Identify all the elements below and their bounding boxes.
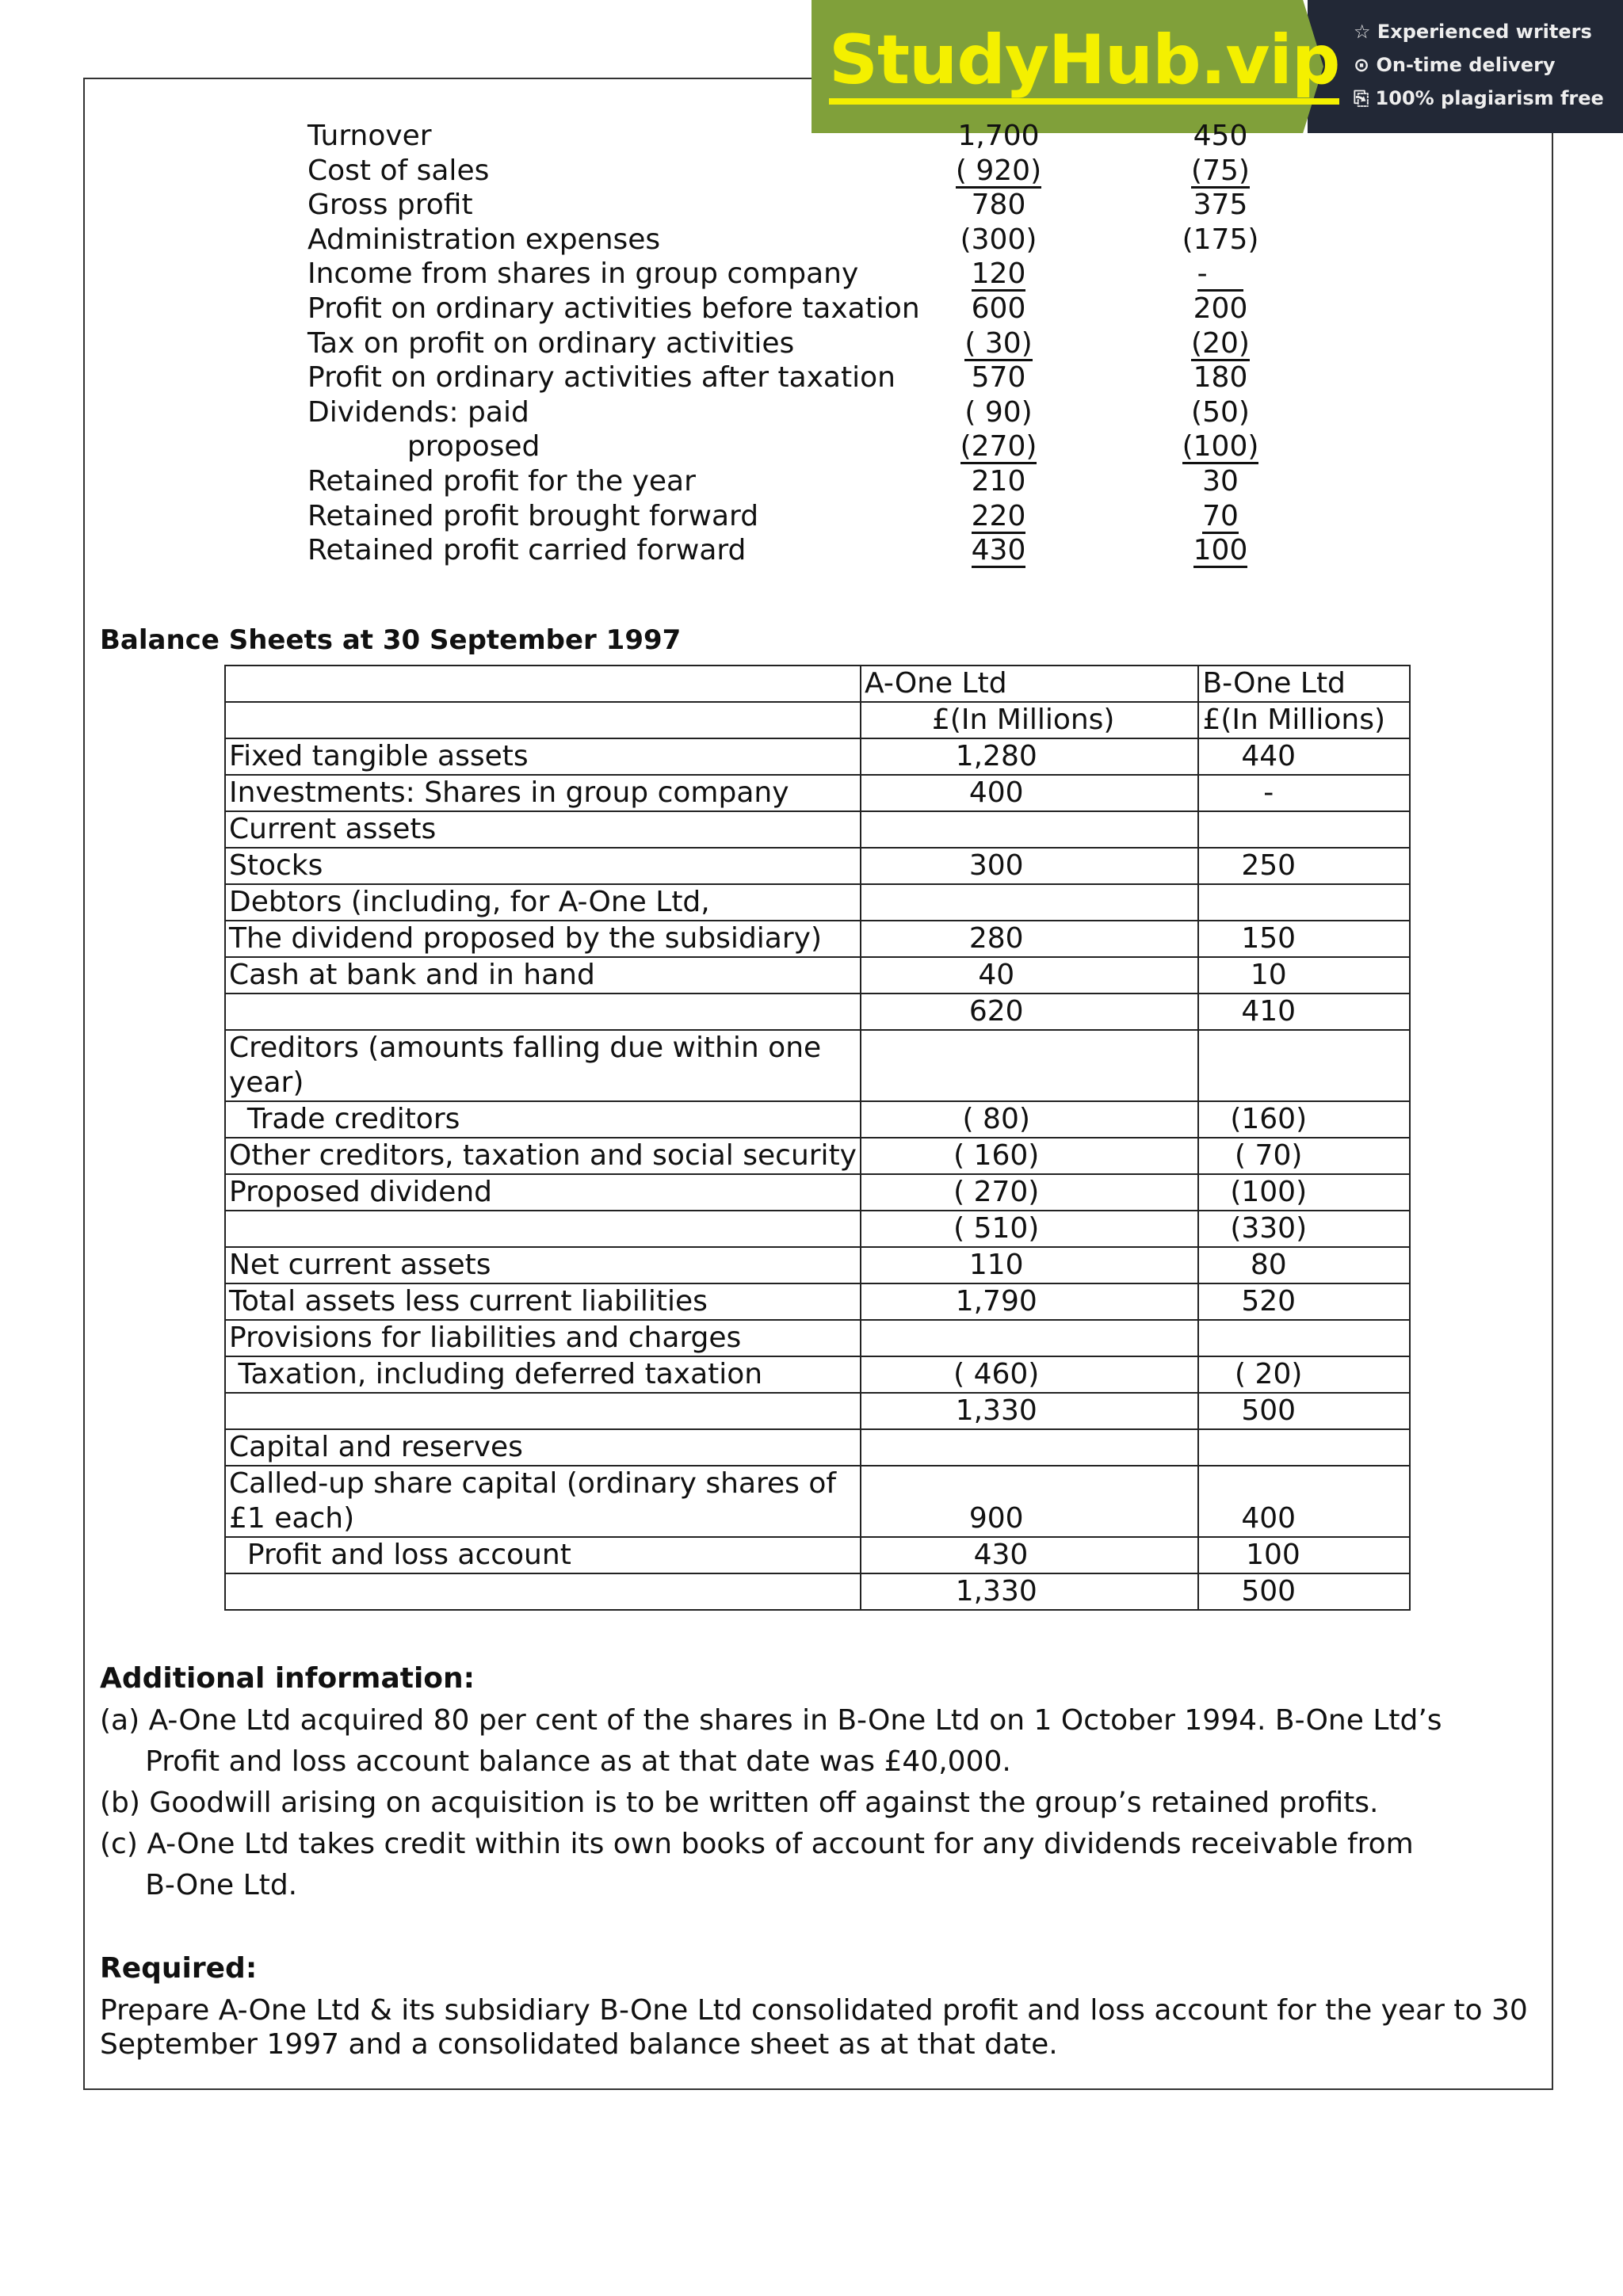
table-row (225, 921, 1410, 957)
pl-row (307, 257, 1338, 292)
pl-value-a-one: 120 (971, 257, 1026, 291)
value-b-one: 500 (1198, 1393, 1410, 1429)
value-a-one: ( 270) (861, 1174, 1198, 1211)
value-b-one: 150 (1198, 921, 1410, 957)
additional-info-heading: Additional information: (100, 1662, 475, 1695)
table-row (225, 1537, 1410, 1573)
value-a-one: 900 (861, 1466, 1198, 1537)
pl-label: Income from shares in group company (307, 257, 859, 291)
table-row (225, 1429, 1410, 1466)
table-row (225, 1356, 1410, 1393)
table-row (225, 1101, 1410, 1138)
pl-value-a-one: 570 (971, 361, 1026, 395)
value-a-one: 40 (861, 957, 1198, 994)
row-label: Creditors (amounts falling due within one year) (225, 1030, 861, 1101)
table-row (225, 1247, 1410, 1283)
value-a-one: 430 (861, 1537, 1198, 1573)
value-b-one: (100) (1198, 1174, 1410, 1211)
value-a-one: ( 80) (861, 1101, 1198, 1138)
table-row (225, 775, 1410, 811)
row-label: Cash at bank and in hand (225, 957, 861, 994)
value-b-one (1198, 1320, 1410, 1356)
value-a-one: 1,280 (861, 738, 1198, 775)
value-a-one (861, 1030, 1198, 1101)
pl-value-b-one: 70 (1202, 499, 1239, 532)
pl-label: Administration expenses (307, 223, 661, 256)
pl-value-a-one: (300) (960, 223, 1037, 256)
table-row (225, 848, 1410, 884)
row-label: Capital and reserves (225, 1429, 861, 1466)
row-label: Net current assets (225, 1247, 861, 1283)
table-row (225, 884, 1410, 921)
pl-value-b-one: 375 (1193, 189, 1248, 222)
table-row (225, 1393, 1410, 1429)
value-b-one: ( 20) (1198, 1356, 1410, 1393)
pl-value-b-one: 200 (1193, 292, 1248, 325)
pl-row (307, 395, 1338, 430)
pl-value-a-one: ( 920) (955, 154, 1042, 187)
pl-value-a-one: (270) (960, 430, 1037, 463)
pl-value-b-one: (100) (1182, 430, 1259, 463)
row-label (225, 1211, 861, 1247)
table-row (225, 811, 1410, 848)
row-label: Debtors (including, for A-One Ltd, (225, 884, 861, 921)
pl-value-a-one: ( 30) (964, 326, 1033, 360)
pl-row (307, 533, 1338, 568)
pl-label: Profit on ordinary activities after taxation (307, 361, 896, 395)
pl-value-b-one: - (1197, 257, 1244, 291)
value-a-one: 620 (861, 994, 1198, 1030)
pl-value-a-one: 780 (971, 189, 1026, 222)
table-row (225, 1466, 1410, 1537)
pl-value-b-one: (75) (1191, 154, 1250, 187)
pl-value-b-one: (50) (1191, 395, 1250, 429)
value-a-one: ( 160) (861, 1138, 1198, 1174)
column-header-b-one: B-One Ltd (1198, 666, 1410, 702)
pl-label: Profit on ordinary activities before taxation (307, 292, 920, 325)
pl-label: Retained profit carried forward (307, 534, 747, 567)
value-a-one: 400 (861, 775, 1198, 811)
row-label: Investments: Shares in group company (225, 775, 861, 811)
balance-sheet-title: Balance Sheets at 30 September 1997 (100, 624, 682, 656)
pl-row (307, 429, 1338, 464)
row-label (225, 1393, 861, 1429)
pl-row (307, 360, 1338, 395)
column-header-a-one: A-One Ltd (861, 666, 1198, 702)
balance-sheet-table (224, 665, 1411, 1611)
row-label: Stocks (225, 848, 861, 884)
row-label (225, 1573, 861, 1610)
table-units-row (225, 702, 1410, 738)
table-row (225, 1283, 1410, 1320)
value-a-one (861, 811, 1198, 848)
pl-row (307, 119, 1338, 154)
value-b-one: 400 (1198, 1466, 1410, 1537)
pl-label: Cost of sales (307, 154, 490, 187)
pl-row (307, 499, 1338, 534)
table-row (225, 1174, 1410, 1211)
value-b-one: 250 (1198, 848, 1410, 884)
value-a-one: 110 (861, 1247, 1198, 1283)
row-label: Current assets (225, 811, 861, 848)
row-label: Taxation, including deferred taxation (225, 1356, 861, 1393)
table-row (225, 1211, 1410, 1247)
value-b-one: (160) (1198, 1101, 1410, 1138)
row-label: Fixed tangible assets (225, 738, 861, 775)
pl-label: Retained profit brought forward (307, 499, 759, 532)
row-label: Profit and loss account (225, 1537, 861, 1573)
pl-value-b-one: (20) (1191, 326, 1250, 360)
pl-label: proposed (307, 430, 540, 463)
value-b-one (1198, 884, 1410, 921)
pl-row (307, 292, 1338, 326)
feature-experienced-writers: ☆ Experienced writers (1354, 21, 1592, 43)
required-line: Prepare A-One Ltd & its subsidiary B-One Ltd consolidated profit and loss account for the year to 30 (100, 1994, 1528, 2027)
value-b-one: 440 (1198, 738, 1410, 775)
feature-plagiarism-free: ⎘ 100% plagiarism free (1354, 87, 1604, 109)
value-a-one: 300 (861, 848, 1198, 884)
value-a-one (861, 884, 1198, 921)
table-row (225, 738, 1410, 775)
additional-line: (b) Goodwill arising on acquisition is to be written off against the group’s retained profits. (100, 1787, 1379, 1819)
pl-row (307, 464, 1338, 499)
additional-line: Profit and loss account balance as at that date was £40,000. (100, 1745, 1011, 1778)
row-label: Provisions for liabilities and charges (225, 1320, 861, 1356)
pl-row (307, 188, 1338, 223)
pl-row (307, 326, 1338, 361)
units-b-one: £(In Millions) (1198, 702, 1410, 738)
pl-value-a-one: 1,700 (957, 120, 1040, 152)
pl-value-a-one: 430 (971, 534, 1026, 567)
value-a-one: ( 510) (861, 1211, 1198, 1247)
value-b-one: - (1198, 775, 1410, 811)
additional-line: B-One Ltd. (100, 1869, 298, 1901)
row-label: Proposed dividend (225, 1174, 861, 1211)
table-row (225, 1573, 1410, 1610)
row-label (225, 994, 861, 1030)
value-a-one (861, 1320, 1198, 1356)
value-a-one: 1,330 (861, 1573, 1198, 1610)
value-b-one: ( 70) (1198, 1138, 1410, 1174)
value-b-one (1198, 1030, 1410, 1101)
pl-value-b-one: (175) (1182, 223, 1259, 256)
pl-value-b-one: 180 (1193, 361, 1248, 395)
pl-value-b-one: 30 (1202, 465, 1239, 498)
row-label: Called-up share capital (ordinary shares of £1 each) (225, 1466, 861, 1537)
value-b-one (1198, 811, 1410, 848)
units-a-one: £(In Millions) (861, 702, 1198, 738)
pl-label: Turnover (307, 120, 432, 152)
row-label: The dividend proposed by the subsidiary) (225, 921, 861, 957)
pl-label: Dividends: paid (307, 395, 529, 429)
value-b-one: 520 (1198, 1283, 1410, 1320)
value-b-one: 10 (1198, 957, 1410, 994)
pl-label: Retained profit for the year (307, 465, 696, 498)
studyhub-logo: StudyHub.vip (829, 22, 1339, 105)
value-a-one: 1,790 (861, 1283, 1198, 1320)
value-b-one: 500 (1198, 1573, 1410, 1610)
row-label: Total assets less current liabilities (225, 1283, 861, 1320)
pl-value-a-one: 600 (971, 292, 1026, 325)
table-header-row (225, 666, 1410, 702)
required-heading: Required: (100, 1952, 258, 1985)
value-a-one: 280 (861, 921, 1198, 957)
value-a-one: 1,330 (861, 1393, 1198, 1429)
value-b-one: 80 (1198, 1247, 1410, 1283)
value-b-one: 410 (1198, 994, 1410, 1030)
value-b-one: 100 (1198, 1537, 1410, 1573)
additional-line: (c) A-One Ltd takes credit within its own books of account for any dividends receivable from (100, 1828, 1414, 1860)
value-b-one: (330) (1198, 1211, 1410, 1247)
pl-value-a-one: 220 (971, 499, 1026, 532)
table-row (225, 1138, 1410, 1174)
pl-value-a-one: ( 90) (964, 395, 1033, 429)
pl-row (307, 154, 1338, 189)
additional-line: (a) A-One Ltd acquired 80 per cent of the shares in B-One Ltd on 1 October 1994. B-One Ltd’s (100, 1704, 1442, 1737)
pl-row (307, 223, 1338, 257)
table-row (225, 957, 1410, 994)
studyhub-banner[interactable] (812, 0, 1623, 133)
row-label: Other creditors, taxation and social security (225, 1138, 861, 1174)
feature-on-time-delivery: ⊙ On-time delivery (1354, 54, 1556, 76)
pl-value-b-one: 450 (1193, 120, 1248, 152)
value-a-one (861, 1429, 1198, 1466)
row-label: Trade creditors (225, 1101, 861, 1138)
pl-value-b-one: 100 (1193, 534, 1248, 567)
required-line: September 1997 and a consolidated balance sheet as at that date. (100, 2028, 1058, 2061)
pl-value-a-one: 210 (971, 465, 1026, 498)
value-b-one (1198, 1429, 1410, 1466)
table-row (225, 994, 1410, 1030)
value-a-one: ( 460) (861, 1356, 1198, 1393)
pl-label: Gross profit (307, 189, 473, 222)
pl-label: Tax on profit on ordinary activities (307, 326, 795, 360)
table-row (225, 1030, 1410, 1101)
table-row (225, 1320, 1410, 1356)
